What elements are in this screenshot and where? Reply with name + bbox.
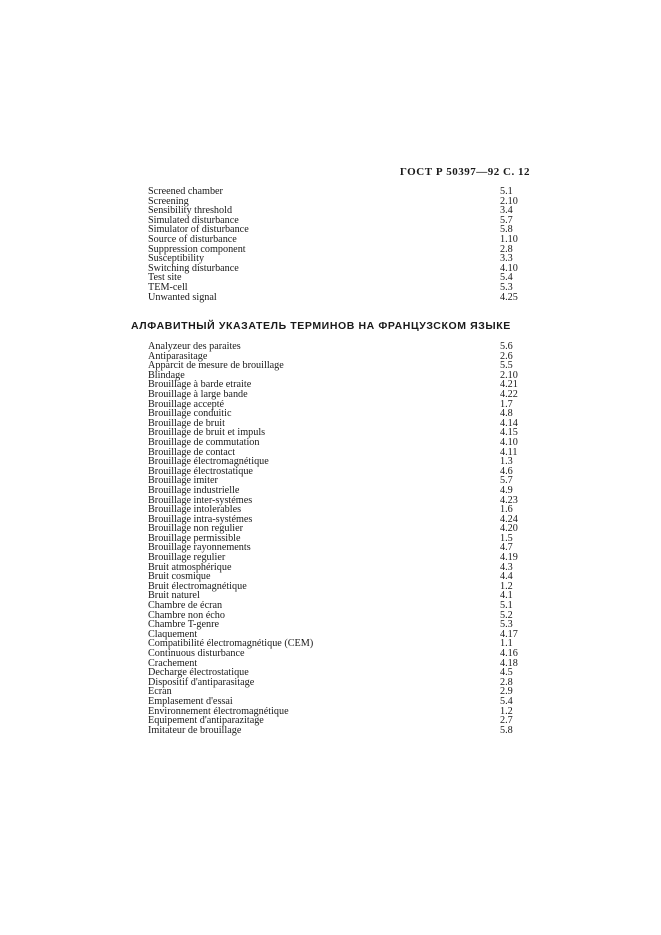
- index-term: Ecran: [148, 686, 172, 698]
- index-ref: 4.4: [500, 571, 513, 583]
- index-entry: [148, 620, 518, 630]
- index-ref: 4.15: [500, 427, 518, 439]
- index-term: Brouillage intolerables: [148, 504, 242, 516]
- index-ref: 4.5: [500, 667, 513, 679]
- index-term: Environnement électromagnétique: [148, 705, 289, 717]
- index-ref: 1.10: [500, 233, 518, 245]
- index-term: Brouillage électrostatique: [148, 465, 253, 477]
- index-term: Bruit cosmique: [148, 571, 211, 583]
- index-ref: 4.17: [500, 628, 518, 640]
- index-ref: 4.6: [500, 465, 513, 477]
- index-term: Blindage: [148, 369, 185, 381]
- index-term: Unwanted signal: [148, 291, 217, 303]
- index-ref: 1.2: [500, 705, 513, 717]
- index-term: Brouillage à large bande: [148, 388, 248, 400]
- index-ref: 5.1: [500, 600, 513, 612]
- index-entry: [148, 582, 518, 592]
- index-ref: 4.9: [500, 484, 513, 496]
- index-ref: 4.23: [500, 494, 518, 506]
- index-term: Brouillage de bruit: [148, 417, 225, 429]
- index-term: Dispositif d'antiparasitage: [148, 676, 255, 688]
- index-ref: 4.11: [500, 446, 518, 458]
- index-term: Brouillage industrielle: [148, 484, 240, 496]
- index-term: Source of disturbance: [148, 233, 237, 245]
- index-term: Chambre T-genre: [148, 619, 220, 631]
- index-term: Analyzeur des paraites: [148, 341, 241, 352]
- index-ref: 4.10: [500, 262, 518, 274]
- index-term: Brouillage non regulier: [148, 523, 244, 535]
- index-ref: 5.8: [500, 224, 513, 236]
- index-term: Brouillage rayonnements: [148, 542, 251, 554]
- index-ref: 1.3: [500, 456, 513, 468]
- index-term: Brouillage de contact: [148, 446, 236, 458]
- index-term: Imitateur de brouillage: [148, 724, 242, 736]
- index-term: Chambre non écho: [148, 609, 225, 621]
- index-entry: [148, 726, 518, 736]
- index-term: Brouillage de bruit et impuls: [148, 427, 266, 439]
- index-ref: 5.2: [500, 609, 513, 621]
- index-term: Screening: [148, 195, 189, 207]
- index-entry: [148, 264, 518, 274]
- index-ref: 4.7: [500, 542, 513, 554]
- index-term: Screened chamber: [148, 186, 223, 197]
- index-ref: 2.6: [500, 350, 513, 362]
- index-term: Brouillage regulier: [148, 552, 226, 564]
- index-term: Susceptibility: [148, 253, 205, 265]
- index-term: Brouillage accepté: [148, 398, 225, 410]
- index-term: Claquement: [148, 628, 198, 640]
- index-entry: [148, 678, 518, 688]
- index-term: Simulator of disturbance: [148, 224, 249, 236]
- index-term: Simulated disturbance: [148, 214, 239, 226]
- index-term: Decharge électrostatique: [148, 667, 249, 679]
- index-term: Brouillage électromagnétique: [148, 456, 269, 468]
- index-ref: 4.22: [500, 388, 518, 400]
- index-term: Brouillage conduitic: [148, 408, 232, 420]
- index-ref: 5.3: [500, 281, 513, 293]
- index-term: Equipement d'antiparazitage: [148, 715, 264, 727]
- index-term: Brouillage intra-systémes: [148, 513, 253, 525]
- index-term: Brouillage permissible: [148, 532, 241, 544]
- index-term: Bruit atmosphérique: [148, 561, 232, 573]
- index-term: Apparcit de mesure de brouillage: [148, 360, 284, 372]
- index-ref: 3.4: [500, 205, 513, 217]
- english-index-list: [148, 187, 518, 302]
- index-ref: 2.10: [500, 195, 518, 207]
- index-entry: [148, 361, 518, 371]
- index-term: Continuous disturbance: [148, 648, 245, 659]
- index-ref: 3.3: [500, 253, 513, 265]
- index-term: Brouillage imiter: [148, 475, 218, 487]
- index-ref: 4.10: [500, 436, 518, 448]
- index-ref: 4.16: [500, 648, 518, 659]
- index-ref: 1.5: [500, 532, 513, 544]
- index-term: Brouillage de commutation: [148, 436, 260, 448]
- index-ref: 2.8: [500, 243, 513, 255]
- index-ref: 4.24: [500, 513, 518, 525]
- index-term: Switching disturbance: [148, 262, 239, 274]
- index-ref: 2.8: [500, 676, 513, 688]
- index-ref: 4.14: [500, 417, 518, 429]
- index-ref: 4.21: [500, 379, 518, 391]
- french-index-title: АЛФАВИТНЫЙ УКАЗАТЕЛЬ ТЕРМИНОВ НА ФРАНЦУЗСКОМ ЯЗЫКЕ: [131, 320, 511, 332]
- index-ref: 5.4: [500, 272, 513, 284]
- index-ref: 4.19: [500, 552, 518, 564]
- index-entry: [148, 293, 518, 303]
- index-ref: 4.20: [500, 523, 518, 535]
- index-entry: [148, 187, 518, 197]
- index-term: Brouillage inter-systémes: [148, 494, 253, 506]
- index-ref: 5.4: [500, 695, 513, 707]
- index-term: Emplasement d'essai: [148, 695, 233, 707]
- index-ref: 2.9: [500, 686, 513, 698]
- index-ref: 2.10: [500, 369, 518, 381]
- index-ref: 5.3: [500, 619, 513, 631]
- index-ref: 5.8: [500, 724, 513, 736]
- index-term: Bruit électromagnétique: [148, 580, 247, 592]
- index-term: Antiparasitage: [148, 350, 208, 362]
- index-ref: 4.3: [500, 561, 513, 573]
- index-entry: [148, 273, 518, 283]
- index-term: Bruit naturel: [148, 590, 200, 602]
- index-term: Test site: [148, 272, 182, 284]
- index-ref: 5.7: [500, 214, 513, 226]
- index-term: Crachement: [148, 657, 198, 669]
- index-ref: 4.8: [500, 408, 513, 420]
- index-term: Compatibilité électromagnétique (CEM): [148, 638, 314, 650]
- page-header: ГОСТ Р 50397—92 С. 12: [399, 166, 530, 178]
- index-ref: 1.7: [500, 398, 513, 410]
- index-ref: 4.18: [500, 657, 518, 669]
- index-term: Suppression component: [148, 243, 246, 255]
- index-ref: 5.5: [500, 360, 513, 372]
- index-term: Sensibility threshold: [148, 205, 233, 217]
- index-ref: 2.7: [500, 715, 513, 727]
- index-ref: 4.1: [500, 590, 513, 602]
- index-ref: 5.7: [500, 475, 513, 487]
- index-ref: 1.1: [500, 638, 513, 650]
- index-ref: 1.2: [500, 580, 513, 592]
- index-term: Brouillage à barde etraite: [148, 379, 252, 391]
- index-entry: [148, 649, 518, 659]
- french-index-list: [148, 342, 518, 735]
- index-ref: 4.25: [500, 291, 518, 303]
- index-ref: 5.1: [500, 186, 513, 197]
- index-ref: 1.6: [500, 504, 513, 516]
- index-term: Chambre de écran: [148, 600, 223, 612]
- index-term: TEM-cell: [148, 281, 188, 293]
- index-ref: 5.6: [500, 341, 513, 352]
